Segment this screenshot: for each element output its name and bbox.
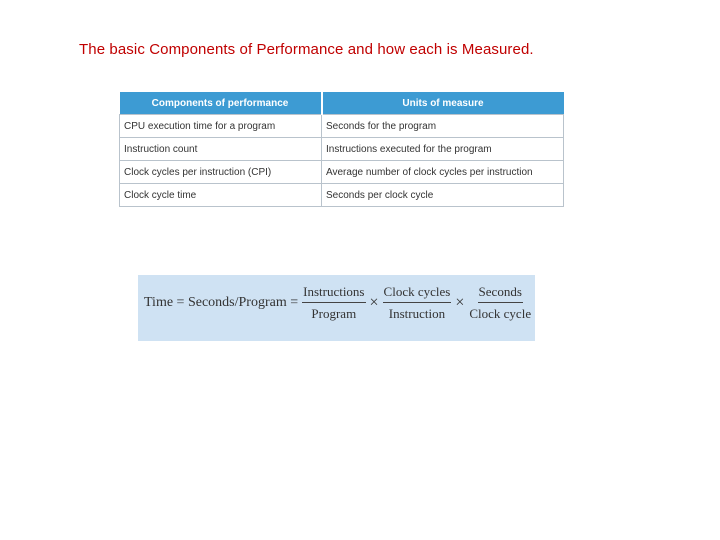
column-header-units: Units of measure <box>322 92 564 115</box>
table-cell: Average number of clock cycles per instruction <box>322 161 564 184</box>
fraction-denominator: Instruction <box>388 306 446 321</box>
slide-title: The basic Components of Performance and how each is Measured. <box>79 41 534 58</box>
table-cell: Seconds per clock cycle <box>322 184 564 207</box>
performance-components-table <box>119 92 564 207</box>
column-header-components: Components of performance <box>120 92 322 115</box>
fraction-denominator: Clock cycle <box>469 306 532 321</box>
table-cell: Clock cycles per instruction (CPI) <box>120 161 322 184</box>
table-header-row <box>120 92 564 115</box>
fraction-numerator: Seconds <box>478 283 523 303</box>
fraction-numerator: Clock cycles <box>383 283 452 303</box>
table-row <box>120 138 564 161</box>
fraction-instructions-per-program <box>302 283 365 323</box>
multiply-operator: × <box>369 294 379 311</box>
formula-row <box>144 283 532 323</box>
table-cell: Seconds for the program <box>322 115 564 138</box>
table-row <box>120 161 564 184</box>
fraction-cycles-per-instruction <box>383 283 452 323</box>
table-row <box>120 115 564 138</box>
fraction-seconds-per-cycle <box>468 283 532 323</box>
table-cell: CPU execution time for a program <box>120 115 322 138</box>
table-cell: Instruction count <box>120 138 322 161</box>
fraction-numerator: Instructions <box>302 283 365 303</box>
cpu-time-formula <box>138 275 535 341</box>
table-row <box>120 184 564 207</box>
multiply-operator: × <box>455 294 465 311</box>
fraction-denominator: Program <box>311 306 357 321</box>
table-cell: Instructions executed for the program <box>322 138 564 161</box>
formula-lhs: Time = Seconds/Program = <box>144 295 299 310</box>
table-cell: Clock cycle time <box>120 184 322 207</box>
